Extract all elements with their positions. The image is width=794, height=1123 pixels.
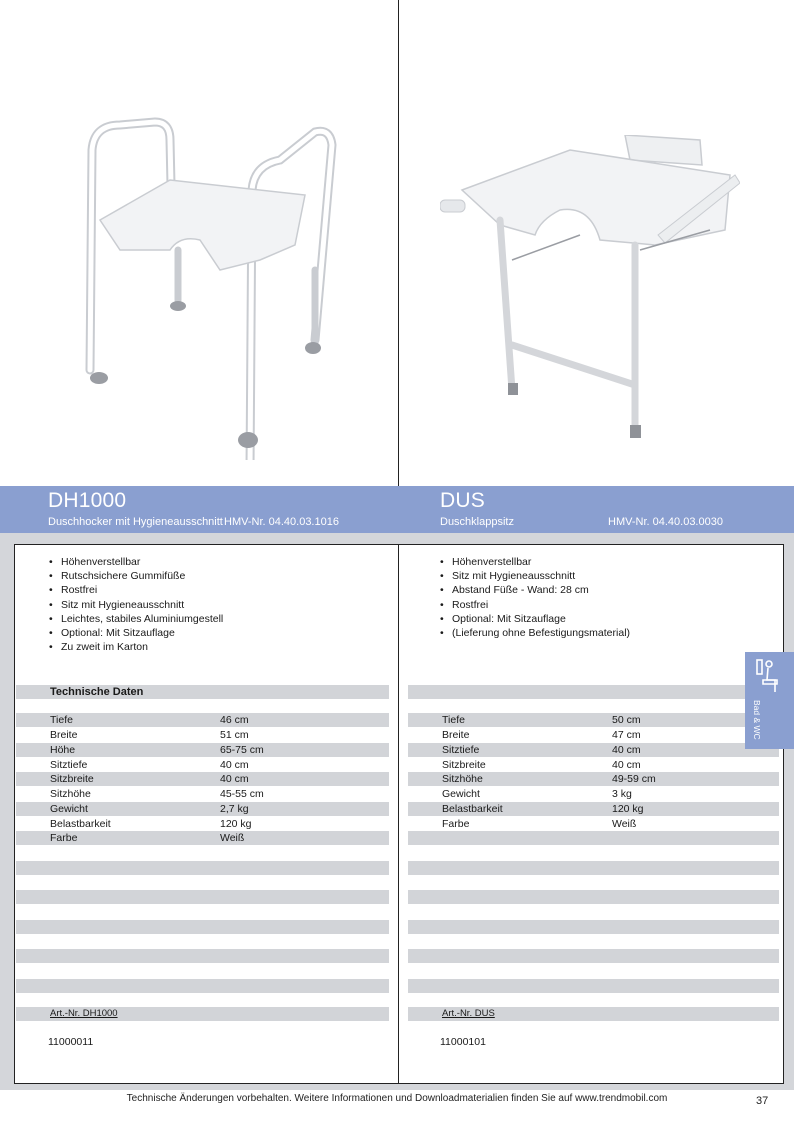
tech-data-header-right (408, 685, 779, 699)
spec-row (16, 772, 389, 786)
spec-row (408, 802, 779, 816)
spec-row-empty (408, 890, 779, 904)
feature-item: • Optional: Mit Sitzauflage (49, 626, 223, 640)
spec-value: 40 cm (220, 773, 249, 785)
spec-row (16, 743, 389, 757)
right-product-code: DUS (440, 489, 485, 512)
spec-value: 3 kg (612, 788, 632, 800)
feature-item: • (Lieferung ohne Befestigungsmaterial) (440, 626, 630, 640)
feature-item: • Optional: Mit Sitzauflage (440, 612, 630, 626)
spec-key: Breite (442, 729, 470, 741)
spec-key: Breite (50, 729, 78, 741)
spec-row (16, 758, 389, 772)
spec-key: Sitztiefe (442, 744, 480, 756)
spec-key: Tiefe (442, 714, 465, 726)
feature-item: • Abstand Füße - Wand: 28 cm (440, 583, 630, 597)
article-number-value: 11000101 (440, 1036, 486, 1048)
spec-row-empty (408, 920, 779, 934)
spec-value: Weiß (612, 818, 637, 830)
spec-key: Sitzhöhe (442, 773, 483, 785)
left-hmv-number: HMV-Nr. 04.40.03.1016 (224, 516, 339, 528)
right-product-name: Duschklappsitz (440, 516, 514, 528)
spec-row (16, 802, 389, 816)
spec-row (408, 758, 779, 772)
article-number-label: Art.-Nr. DUS (442, 1008, 495, 1019)
tech-data-header (16, 685, 389, 699)
footer-note: Technische Änderungen vorbehalten. Weitere Informationen und Downloadmaterialien finden Sie auf www.trendmobil.com (126, 1093, 668, 1104)
spec-row (16, 713, 389, 727)
spec-value: 45-55 cm (220, 788, 264, 800)
spec-row-empty (16, 890, 389, 904)
feature-item: • Rostfrei (49, 583, 223, 597)
spec-row-empty (408, 949, 779, 963)
left-product-name: Duschhocker mit Hygieneausschnitt (48, 516, 223, 528)
spec-key: Farbe (442, 818, 470, 830)
spec-key: Gewicht (442, 788, 480, 800)
spec-row (408, 743, 779, 757)
feature-item: • Zu zweit im Karton (49, 640, 223, 654)
spec-value: 40 cm (612, 759, 641, 771)
spec-value: 47 cm (612, 729, 641, 741)
toilet-person-icon (755, 656, 781, 696)
spec-row-empty (16, 861, 389, 875)
spec-key: Belastbarkeit (442, 803, 503, 815)
left-feature-list (49, 555, 223, 654)
spec-key: Belastbarkeit (50, 818, 111, 830)
spec-row (16, 728, 389, 742)
spec-value: 120 kg (220, 818, 252, 830)
article-number-row (408, 1007, 779, 1021)
spec-value: 49-59 cm (612, 773, 656, 785)
right-hmv-number: HMV-Nr. 04.40.03.0030 (608, 516, 723, 528)
page-number: 37 (756, 1095, 769, 1107)
spec-value: 120 kg (612, 803, 644, 815)
spec-row (408, 787, 779, 801)
spec-key: Tiefe (50, 714, 73, 726)
column-divider (398, 0, 399, 486)
spec-value: 40 cm (220, 759, 249, 771)
spec-row (408, 728, 779, 742)
spec-value: Weiß (220, 832, 245, 844)
spec-key: Sitzhöhe (50, 788, 91, 800)
feature-item: • Höhenverstellbar (49, 555, 223, 569)
spec-row-empty (16, 949, 389, 963)
spec-key: Gewicht (50, 803, 88, 815)
spec-row-empty (16, 979, 389, 993)
spec-row (408, 817, 779, 831)
right-feature-list (440, 555, 630, 640)
feature-item: • Sitz mit Hygieneausschnitt (440, 569, 630, 583)
spec-value: 40 cm (612, 744, 641, 756)
spec-row-empty (408, 861, 779, 875)
folding-seat-image (440, 135, 740, 450)
spec-value: 51 cm (220, 729, 249, 741)
spec-row (408, 713, 779, 727)
article-number-row (16, 1007, 389, 1021)
spec-value: 50 cm (612, 714, 641, 726)
spec-key: Sitzbreite (50, 773, 94, 785)
spec-row-empty (408, 979, 779, 993)
spec-row-empty (408, 831, 779, 845)
tech-data-title: Technische Daten (50, 686, 144, 698)
spec-row-empty (16, 920, 389, 934)
spec-row (408, 772, 779, 786)
spec-key: Sitzbreite (442, 759, 486, 771)
shower-stool-image (60, 110, 350, 460)
spec-value: 2,7 kg (220, 803, 249, 815)
feature-item: • Rutschsichere Gummifüße (49, 569, 223, 583)
spec-key: Farbe (50, 832, 78, 844)
spec-value: 46 cm (220, 714, 249, 726)
feature-item: • Rostfrei (440, 598, 630, 612)
feature-item: • Höhenverstellbar (440, 555, 630, 569)
article-number-label: Art.-Nr. DH1000 (50, 1008, 118, 1019)
spec-row (16, 817, 389, 831)
spec-key: Höhe (50, 744, 76, 756)
spec-row (16, 831, 389, 845)
section-tab-label: Bad & WC (752, 700, 762, 740)
feature-item: • Sitz mit Hygieneausschnitt (49, 598, 223, 612)
spec-value: 65-75 cm (220, 744, 264, 756)
article-number-value: 11000011 (48, 1036, 94, 1048)
feature-item: • Leichtes, stabiles Aluminiumgestell (49, 612, 223, 626)
left-product-code: DH1000 (48, 489, 127, 512)
spec-row (16, 787, 389, 801)
panel-divider (398, 544, 399, 1083)
spec-key: Sitztiefe (50, 759, 88, 771)
